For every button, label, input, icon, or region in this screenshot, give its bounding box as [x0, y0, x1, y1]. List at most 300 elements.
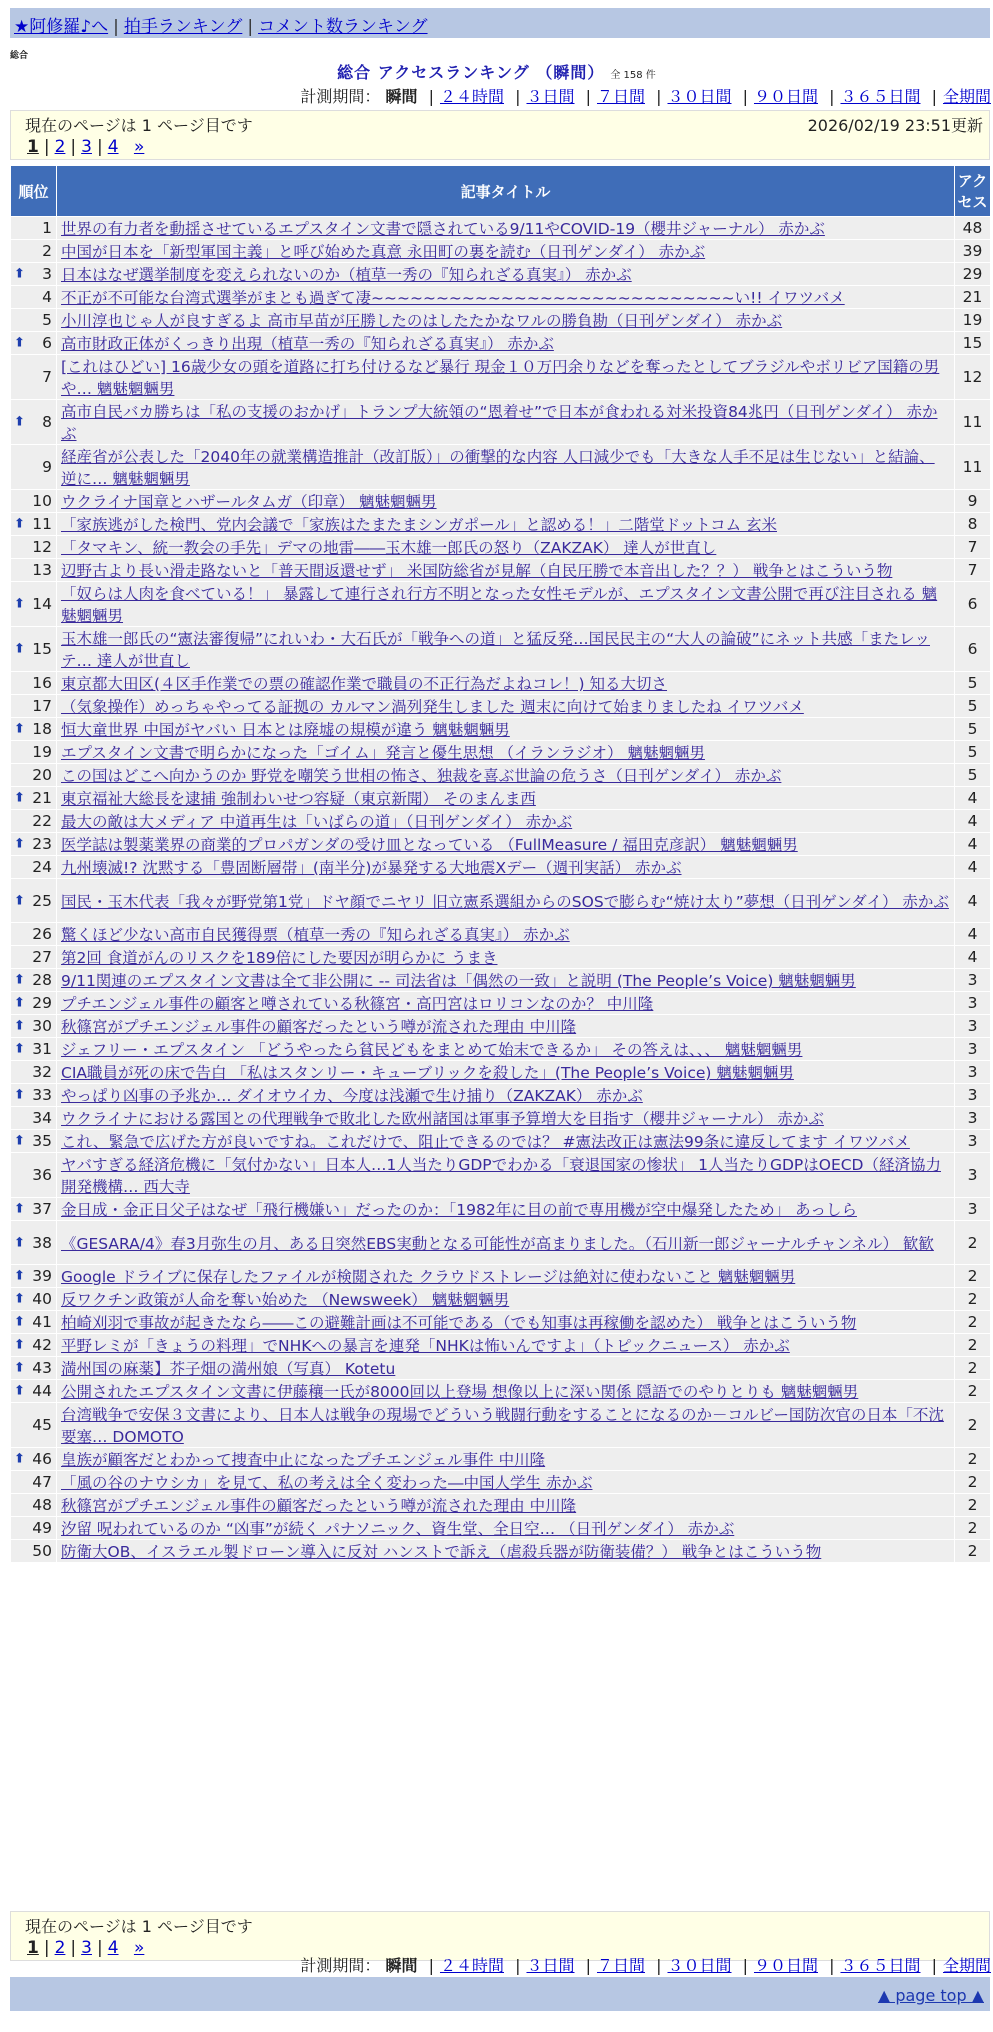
rank-cell	[11, 833, 57, 856]
rank-number: 12	[32, 538, 52, 556]
article-link[interactable]: これ、緊急で広げた方が良いですね。これだけで、阻止できるのでは？ #憲法改正は憲法99条に違反してます イワツバメ	[61, 1133, 910, 1151]
rank-cell	[11, 263, 57, 286]
title-cell	[57, 923, 955, 946]
rank-cell	[11, 1015, 57, 1038]
title-cell	[57, 263, 955, 286]
rank-number: 35	[32, 1132, 52, 1150]
table-row	[11, 1153, 991, 1198]
rank-number: 15	[32, 640, 52, 658]
header-access: アクセス	[955, 166, 991, 217]
article-link[interactable]: 「タマキン、統一教会の手先」デマの地雷――玉木雄一郎氏の怒り（ZAKZAK） 達人が世直し	[61, 539, 717, 557]
rank-up-arrow-icon: ⬆	[14, 266, 25, 282]
article-link[interactable]: 不正が不可能な台湾式選挙がまとも過ぎて凄~~~~~~~~~~~~~~~~~~~~~~~~~~~~い!! イワツバメ	[61, 289, 845, 307]
rank-cell	[11, 355, 57, 400]
rank-number: 28	[32, 971, 52, 989]
rank-up-arrow-icon: ⬆	[14, 1018, 25, 1034]
header-rank: 順位	[11, 166, 57, 217]
period-current: 瞬間	[385, 87, 418, 106]
article-link[interactable]: この国はどこへ向かうのか 野党を嘲笑う世相の怖さ、独裁を喜ぶ世論の危うさ（日刊ゲンダイ） 赤かぶ	[61, 767, 782, 785]
title-cell	[57, 787, 955, 810]
article-link[interactable]: 《GESARA/4》春3月弥生の月、ある日突然EBS実動となる可能性が高まりました。（石川新一郎ジャーナルチャンネル） 歓歓	[61, 1234, 934, 1253]
rank-cell	[11, 582, 57, 627]
rank-cell	[11, 1403, 57, 1448]
article-link[interactable]: [これはひどい] 16歳少女の頭を道路に打ち付けるなど暴行 現金１０万円余りなどを奪ったとしてブラジルやボリビア国籍の男や… 魑魅魍魎男	[61, 358, 940, 398]
title-cell	[57, 810, 955, 833]
title-cell	[57, 1311, 955, 1334]
table-row	[11, 695, 991, 718]
article-link[interactable]: 台湾戦争で安保３文書により、日本人は戦争の現場でどういう戦闘行動をすることになるのか－コルビー国防次官の日本「不沈要塞… DOMOTO	[61, 1406, 944, 1446]
table-row	[11, 1198, 991, 1221]
title-cell	[57, 1288, 955, 1311]
rank-number: 31	[32, 1040, 52, 1058]
title-cell	[57, 879, 955, 923]
rank-cell	[11, 445, 57, 490]
rank-up-arrow-icon: ⬆	[14, 790, 25, 806]
rank-cell	[11, 969, 57, 992]
article-link[interactable]: 恒大童世界 中国がヤバい 日本とは廃墟の規模が違う 魑魅魍魎男	[61, 721, 510, 739]
table-row	[11, 1288, 991, 1311]
article-link[interactable]: 最大の敵は大メディア 中道再生は「いばらの道」（日刊ゲンダイ） 赤かぶ	[61, 813, 573, 831]
page-2-link[interactable]: 2	[54, 137, 66, 157]
rank-number: 3	[42, 265, 52, 283]
table-row	[11, 513, 991, 536]
table-row	[11, 969, 991, 992]
rank-up-arrow-icon: ⬆	[14, 1041, 25, 1057]
table-row	[11, 1357, 991, 1380]
article-link[interactable]: Google ドライブに保存したファイルが検閲された クラウドストレージは絶対に使わないこと 魑魅魍魎男	[61, 1268, 796, 1286]
access-count: 12	[955, 355, 991, 400]
page-title: 総合 アクセスランキング （瞬間）	[337, 63, 605, 82]
article-link[interactable]: やっぱり凶事の予兆か… ダイオウイカ、今度は浅瀬で生け捕り（ZAKZAK） 赤かぶ	[61, 1087, 643, 1105]
title-cell	[57, 240, 955, 263]
article-link[interactable]: 平野レミが「きょうの料理」でNHKへの暴言を連発「NHKは怖いんですよ」（トピックニュース） 赤かぶ	[61, 1337, 790, 1355]
rank-up-arrow-icon: ⬆	[14, 516, 25, 532]
article-link[interactable]: 経産省が公表した「2040年の就業構造推計（改訂版）」の衝撃的な内容 人口減少でも「大きな人手不足は生じない」と結論、逆に… 魑魅魍魎男	[61, 448, 935, 488]
table-row	[11, 309, 991, 332]
link-clap-ranking[interactable]: 拍手ランキング	[123, 17, 243, 37]
article-link[interactable]: 9/11関連のエプスタイン文書は全て非公開に -- 司法省は「偶然の一致」と説明 (The People’s Voice) 魑魅魍魎男	[61, 972, 856, 990]
title-cell	[57, 992, 955, 1015]
title-cell	[57, 1015, 955, 1038]
article-link[interactable]: 秋篠宮がプチエンジェル事件の顧客だったという噂が流された理由 中川隆	[61, 1497, 577, 1515]
pagination: 1 | 2 | 3 | 4 »	[27, 137, 145, 157]
title-cell	[57, 969, 955, 992]
access-count: 3	[955, 1153, 991, 1198]
rank-cell	[11, 1198, 57, 1221]
title-cell	[57, 1494, 955, 1517]
rank-number: 24	[32, 858, 52, 876]
period-24h[interactable]: ２４時間	[439, 87, 504, 106]
rank-cell	[11, 879, 57, 923]
period-label: 計測期間：	[300, 87, 381, 106]
rank-number: 25	[32, 891, 52, 910]
article-link[interactable]: 「家族逃がした検門、党内会議で「家族はたまたまシンガポール」と認める！」二階堂ドットコム 玄米	[61, 516, 777, 534]
rank-number: 36	[32, 1166, 52, 1184]
access-count: 7	[955, 536, 991, 559]
next-page-link[interactable]: »	[133, 137, 145, 157]
rank-cell	[11, 923, 57, 946]
access-count: 2	[955, 1517, 991, 1540]
current-page-text: 現在のページは 1 ページ目です	[25, 1917, 253, 1936]
rank-number: 4	[42, 288, 52, 306]
separator: |	[247, 17, 254, 37]
rank-number: 10	[32, 492, 52, 510]
rank-cell	[11, 741, 57, 764]
rank-up-arrow-icon: ⬆	[14, 1201, 25, 1217]
access-count: 4	[955, 879, 991, 923]
table-row	[11, 718, 991, 741]
rank-cell	[11, 1130, 57, 1153]
article-link[interactable]: 満州国の麻薬】芥子畑の満州娘（写真） Kotetu	[61, 1360, 396, 1378]
table-row	[11, 240, 991, 263]
rank-cell	[11, 856, 57, 879]
access-count: 7	[955, 559, 991, 582]
period-3d[interactable]: ３日間	[526, 1956, 575, 1975]
article-link[interactable]: 東京都大田区(４区手作業での票の確認作業で職員の不正行為だよねコレ！) 知る大切さ	[61, 675, 668, 693]
table-row	[11, 946, 991, 969]
rank-cell	[11, 1038, 57, 1061]
title-cell	[57, 1471, 955, 1494]
table-row	[11, 810, 991, 833]
table-row	[11, 992, 991, 1015]
period-3d[interactable]: ３日間	[526, 87, 575, 106]
article-link[interactable]: 「奴らは人肉を食べている！」 暴露して連行され行方不明となった女性モデルが、エプスタイン文書公開で再び注目される 魑魅魍魎男	[61, 585, 938, 625]
rank-cell	[11, 559, 57, 582]
article-link[interactable]: 柏崎刈羽で事故が起きたなら――この避難計画は不可能である（でも知事は再稼働を認めた） 戦争とはこういう物	[61, 1314, 857, 1332]
ranking-heading	[0, 60, 993, 83]
table-row	[11, 1038, 991, 1061]
rank-cell	[11, 490, 57, 513]
table-row	[11, 787, 991, 810]
rank-number: 6	[42, 334, 52, 352]
rank-cell	[11, 672, 57, 695]
title-cell	[57, 1334, 955, 1357]
article-link[interactable]: エプスタイン文書で明らかになった「ゴイム」発言と優生思想 （イランラジオ） 魑魅魍魎男	[61, 744, 705, 762]
rank-number: 9	[42, 458, 52, 476]
rank-number: 11	[32, 515, 52, 533]
period-label: 計測期間：	[300, 1956, 381, 1975]
article-link[interactable]: プチエンジェル事件の顧客と噂されている秋篠宮・高円宮はロリコンなのか？ 中川隆	[61, 995, 654, 1013]
rank-cell	[11, 1380, 57, 1403]
rank-cell	[11, 1357, 57, 1380]
rank-number: 45	[32, 1416, 52, 1434]
article-link[interactable]: ヤバすぎる経済危機に「気付かない」日本人…1人当たりGDPでわかる「衰退国家の惨状」 1人当たりGDPはOECD（経済協力開発機構… 西大寺	[61, 1156, 941, 1196]
rank-up-arrow-icon: ⬆	[14, 1268, 25, 1284]
rank-cell	[11, 1288, 57, 1311]
access-count: 5	[955, 764, 991, 787]
table-row	[11, 833, 991, 856]
rank-number: 20	[32, 766, 52, 784]
rank-up-arrow-icon: ⬆	[14, 1235, 25, 1250]
rank-number: 39	[32, 1267, 52, 1285]
article-link[interactable]: 皇族が顧客だとわかって捜査中止になったプチエンジェル事件 中川隆	[61, 1451, 546, 1469]
period-365d[interactable]: ３６５日間	[840, 1956, 921, 1975]
title-cell	[57, 1130, 955, 1153]
rank-cell	[11, 810, 57, 833]
period-30d[interactable]: ３０日間	[667, 1956, 732, 1975]
access-count: 48	[955, 217, 991, 240]
title-cell	[57, 741, 955, 764]
article-link[interactable]: （気象操作）めっちゃやってる証拠の カルマン渦列発生しました 週末に向けて始まりましたね イワツバメ	[61, 698, 804, 716]
article-link[interactable]: CIA職員が死の床で告白 「私はスタンリー・キューブリックを殺した」(The People’s Voice) 魑魅魍魎男	[61, 1064, 794, 1082]
period-all[interactable]: 全期間	[942, 87, 991, 106]
article-link[interactable]: 第2回 食道がんのリスクを189倍にした要因が明らかに うまき	[61, 949, 498, 967]
title-cell	[57, 286, 955, 309]
table-row	[11, 582, 991, 627]
access-count: 3	[955, 1038, 991, 1061]
table-row	[11, 536, 991, 559]
access-count: 2	[955, 1380, 991, 1403]
table-row	[11, 1130, 991, 1153]
page-3-link[interactable]: 3	[81, 137, 92, 157]
title-cell	[57, 946, 955, 969]
table-row	[11, 764, 991, 787]
article-link[interactable]: 高市自民バカ勝ちは「私の支援のおかげ」トランプ大統領の“恩着せ”で日本が食われる対米投資84兆円（日刊ゲンダイ） 赤かぶ	[61, 403, 938, 443]
title-cell	[57, 490, 955, 513]
rank-up-arrow-icon: ⬆	[14, 1087, 25, 1103]
table-row	[11, 217, 991, 240]
period-selector-bottom: 計測期間： 瞬間 | ２４時間 | ３日間 | ７日間 | ３０日間 | ９０日間 | ３６５日間 | 全期間	[300, 1956, 991, 1975]
header-title: 記事タイトル	[57, 166, 955, 217]
title-cell	[57, 217, 955, 240]
rank-cell	[11, 1084, 57, 1107]
access-count: 2	[955, 1494, 991, 1517]
title-cell	[57, 718, 955, 741]
period-selector-top: 計測期間： 瞬間 | ２４時間 | ３日間 | ７日間 | ３０日間 | ９０日間 | ３６５日間 | 全期間	[300, 87, 991, 106]
article-link[interactable]: 辺野古より長い滑走路ないと「普天間返還せず」 米国防総省が見解（自民圧勝で本音出した？？） 戦争とはこういう物	[61, 562, 893, 580]
rank-cell	[11, 992, 57, 1015]
article-link[interactable]: 日本はなぜ選挙制度を変えられないのか（植草一秀の『知られざる真実』） 赤かぶ	[61, 266, 632, 284]
title-cell	[57, 536, 955, 559]
table-row	[11, 741, 991, 764]
ranking-rows	[11, 217, 991, 1563]
title-cell	[57, 1198, 955, 1221]
period-365d[interactable]: ３６５日間	[840, 87, 921, 106]
rank-number: 44	[32, 1382, 52, 1400]
rank-number: 14	[32, 595, 52, 613]
rank-up-arrow-icon: ⬆	[14, 1314, 25, 1330]
rank-up-arrow-icon: ⬆	[14, 972, 25, 988]
table-row	[11, 627, 991, 672]
rank-cell	[11, 1153, 57, 1198]
rank-cell	[11, 1334, 57, 1357]
period-30d[interactable]: ３０日間	[667, 87, 732, 106]
table-row	[11, 559, 991, 582]
access-count: 2	[955, 1288, 991, 1311]
access-count: 5	[955, 672, 991, 695]
table-row	[11, 332, 991, 355]
rank-cell	[11, 1471, 57, 1494]
table-row	[11, 1494, 991, 1517]
page-2-link[interactable]: 2	[54, 1938, 66, 1958]
access-count: 3	[955, 1084, 991, 1107]
article-link[interactable]: 東京福祉大総長を逮捕 強制わいせつ容疑（東京新聞） そのまんま西	[61, 790, 536, 808]
article-link[interactable]: ウクライナ国章とハザールタムガ（印章） 魑魅魍魎男	[61, 493, 437, 511]
separator: |	[113, 17, 119, 37]
link-asyura-home[interactable]: ★阿修羅♪へ	[14, 17, 109, 37]
period-7d[interactable]: ７日間	[596, 87, 645, 106]
article-link[interactable]: 金日成・金正日父子はなぜ「飛行機嫌い」だったのか：「1982年に目の前で専用機が空中爆発したため」 あっしら	[61, 1201, 857, 1219]
period-90d[interactable]: ９０日間	[753, 1956, 818, 1975]
access-count: 5	[955, 695, 991, 718]
table-row	[11, 1540, 991, 1563]
category-tag: 総合	[10, 51, 29, 61]
access-count: 11	[955, 400, 991, 445]
rank-number: 43	[32, 1359, 52, 1377]
rank-cell	[11, 309, 57, 332]
access-count: 8	[955, 513, 991, 536]
article-link[interactable]: 国民・玉木代表「我々が野党第1党」ドヤ顔でニヤリ 旧立憲系選組からのSOSで膨らむ“焼け太り”夢想（日刊ゲンダイ） 赤かぶ	[61, 892, 949, 911]
article-link[interactable]: 高市財政正体がくっきり出現（植草一秀の『知られざる真実』） 赤かぶ	[61, 335, 554, 353]
article-link[interactable]: 中国が日本を「新型軍国主義」と呼び始めた真意 永田町の裏を読む（日刊ゲンダイ） 赤かぶ	[61, 243, 706, 261]
rank-cell	[11, 536, 57, 559]
table-row	[11, 672, 991, 695]
access-count: 9	[955, 490, 991, 513]
title-cell	[57, 627, 955, 672]
title-cell	[57, 445, 955, 490]
rank-number: 30	[32, 1017, 52, 1035]
rank-number: 49	[32, 1519, 52, 1537]
link-comment-ranking[interactable]: コメント数ランキング	[258, 17, 428, 37]
access-count: 15	[955, 332, 991, 355]
access-count: 6	[955, 582, 991, 627]
access-count: 21	[955, 286, 991, 309]
rank-number: 1	[42, 219, 52, 237]
article-link[interactable]: 「風の谷のナウシカ」を見て、私の考えは全く変わった―中国人学生 赤かぶ	[61, 1474, 593, 1492]
rank-number: 50	[32, 1542, 52, 1560]
article-link[interactable]: 公開されたエプスタイン文書に伊藤穰一氏が8000回以上登場 想像以上に深い関係 隠語でのやりとりも 魑魅魍魎男	[61, 1383, 859, 1401]
table-row	[11, 1061, 991, 1084]
period-24h[interactable]: ２４時間	[439, 1956, 504, 1975]
ranking-table	[10, 165, 991, 1563]
title-cell	[57, 1517, 955, 1540]
title-cell	[57, 1403, 955, 1448]
rank-up-arrow-icon: ⬆	[14, 893, 25, 908]
next-page-link[interactable]: »	[133, 1938, 145, 1958]
rank-up-arrow-icon: ⬆	[14, 995, 25, 1011]
rank-number: 5	[42, 311, 52, 329]
article-link[interactable]: ジェフリー・エプスタイン 「どうやったら貧民どもをまとめて始末できるか」 その答えは、、、 魑魅魍魎男	[61, 1041, 803, 1059]
access-count: 3	[955, 969, 991, 992]
title-cell	[57, 559, 955, 582]
rank-up-arrow-icon: ⬆	[14, 1133, 25, 1149]
rank-number: 23	[32, 835, 52, 853]
article-link[interactable]: 防衛大OB、イスラエル製ドローン導入に反対 ハンストで訴え（虐殺兵器が防衛装備？） 戦争とはこういう物	[61, 1543, 822, 1561]
table-row	[11, 923, 991, 946]
title-cell	[57, 833, 955, 856]
rank-number: 32	[32, 1063, 52, 1081]
title-cell	[57, 1540, 955, 1563]
bottom-bar	[10, 1977, 990, 2011]
page-4-link[interactable]: 4	[107, 1938, 119, 1958]
article-link[interactable]: 玉木雄一郎氏の“憲法審復帰”にれいわ・大石氏が「戦争への道」と猛反発…国民民主の“大人の論破”にネット共感「またレッテ… 達人が世直し	[61, 630, 930, 670]
access-count: 4	[955, 810, 991, 833]
access-count: 2	[955, 1357, 991, 1380]
updated-timestamp: 2026/02/19 23:51更新	[807, 116, 983, 135]
period-90d[interactable]: ９０日間	[753, 87, 818, 106]
table-row	[11, 1015, 991, 1038]
rank-up-arrow-icon: ⬆	[14, 1451, 25, 1467]
rank-cell	[11, 217, 57, 240]
rank-number: 16	[32, 674, 52, 692]
access-count: 2	[955, 1334, 991, 1357]
access-count: 5	[955, 718, 991, 741]
page-4-link[interactable]: 4	[107, 137, 119, 157]
access-count: 4	[955, 923, 991, 946]
article-link[interactable]: 世界の有力者を動揺させているエプスタイン文書で隠されている9/11やCOVID-19（櫻井ジャーナル） 赤かぶ	[61, 220, 825, 238]
article-link[interactable]: 驚くほど少ない高市自民獲得票（植草一秀の『知られざる真実』） 赤かぶ	[61, 926, 570, 944]
table-row	[11, 1265, 991, 1288]
access-count: 3	[955, 1015, 991, 1038]
rank-number: 26	[32, 925, 52, 943]
rank-up-arrow-icon: ⬆	[14, 1383, 25, 1399]
title-cell	[57, 1221, 955, 1265]
rank-up-arrow-icon: ⬆	[14, 1291, 25, 1307]
rank-number: 40	[32, 1290, 52, 1308]
title-cell	[57, 1380, 955, 1403]
article-link[interactable]: ウクライナにおける露国との代理戦争で敗北した欧州諸国は軍事予算増大を目指す（櫻井ジャーナル） 赤かぶ	[61, 1110, 824, 1128]
rank-number: 29	[32, 994, 52, 1012]
article-link[interactable]: 医学誌は製薬業界の商業的プロパガンダの受け皿となっている （FullMeasure / 福田克彦訳） 魑魅魍魎男	[61, 836, 798, 854]
page-info-top	[10, 110, 990, 160]
rank-cell	[11, 1448, 57, 1471]
title-cell	[57, 400, 955, 445]
rank-cell	[11, 1311, 57, 1334]
title-cell	[57, 1084, 955, 1107]
access-count: 29	[955, 263, 991, 286]
rank-cell	[11, 946, 57, 969]
article-link[interactable]: 小川淳也じゃ人が良すぎるよ 高市早苗が圧勝したのはしたたかなワルの勝負勘（日刊ゲンダイ） 赤かぶ	[61, 312, 783, 330]
article-link[interactable]: 九州壊滅!? 沈黙する「豊固断層帯」(南半分)が暴発する大地震Xデー（週刊実話） 赤かぶ	[61, 859, 682, 877]
rank-number: 8	[42, 413, 52, 431]
title-cell	[57, 513, 955, 536]
access-count: 5	[955, 741, 991, 764]
period-7d[interactable]: ７日間	[596, 1956, 645, 1975]
rank-number: 7	[42, 368, 52, 386]
access-count: 6	[955, 627, 991, 672]
access-count: 2	[955, 1471, 991, 1494]
table-row	[11, 286, 991, 309]
rank-number: 37	[32, 1200, 52, 1218]
title-cell	[57, 1107, 955, 1130]
access-count: 2	[955, 1403, 991, 1448]
title-cell	[57, 1357, 955, 1380]
page-3-link[interactable]: 3	[81, 1938, 92, 1958]
rank-number: 41	[32, 1313, 52, 1331]
table-row	[11, 856, 991, 879]
rank-number: 2	[42, 242, 52, 260]
rank-number: 48	[32, 1496, 52, 1514]
page-top-link[interactable]: ▲ page top ▲	[877, 1986, 984, 2005]
rank-number: 21	[32, 789, 52, 807]
rank-cell	[11, 1061, 57, 1084]
title-cell	[57, 1061, 955, 1084]
access-count: 3	[955, 1061, 991, 1084]
table-row	[11, 1403, 991, 1448]
rank-up-arrow-icon: ⬆	[14, 1337, 25, 1353]
article-link[interactable]: 汐留 呪われているのか “凶事”が続く パナソニック、資生堂、全日空… （日刊ゲンダイ） 赤かぶ	[61, 1520, 735, 1538]
period-all[interactable]: 全期間	[942, 1956, 991, 1975]
table-row	[11, 1084, 991, 1107]
article-link[interactable]: 反ワクチン政策が人命を奪い始めた （Newsweek） 魑魅魍魎男	[61, 1291, 510, 1309]
article-link[interactable]: 秋篠宮がプチエンジェル事件の顧客だったという噂が流された理由 中川隆	[61, 1018, 577, 1036]
rank-cell	[11, 695, 57, 718]
period-current: 瞬間	[385, 1956, 418, 1975]
table-row	[11, 1221, 991, 1265]
table-row	[11, 879, 991, 923]
rank-cell	[11, 764, 57, 787]
rank-up-arrow-icon: ⬆	[14, 836, 25, 852]
